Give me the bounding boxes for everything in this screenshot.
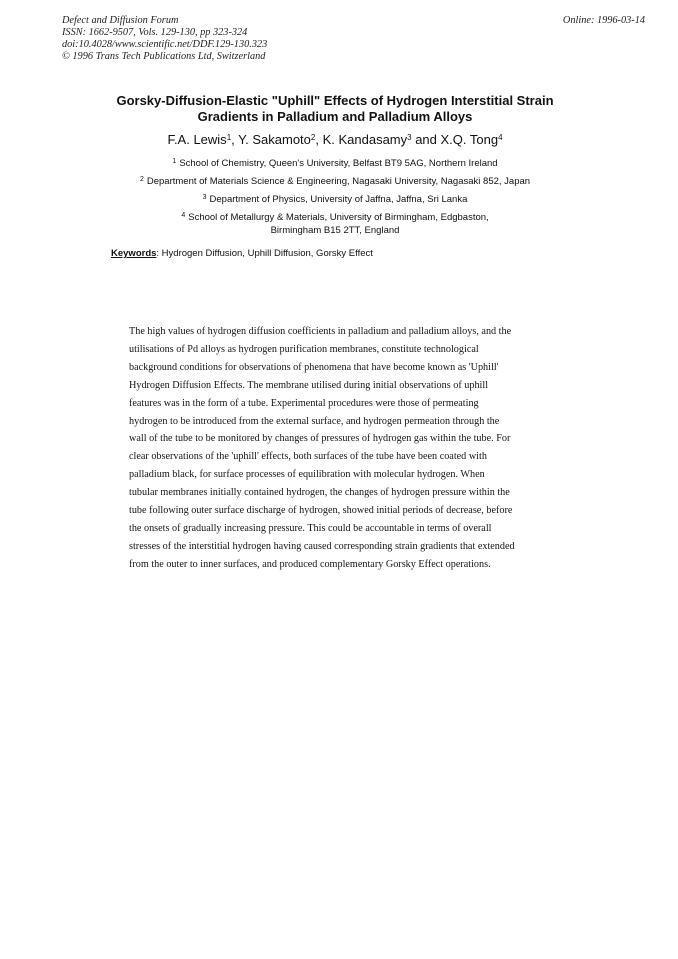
author-name: X.Q. Tong	[440, 132, 499, 147]
author-list	[100, 131, 570, 149]
affiliation-3	[80, 193, 590, 206]
author-separator: ,	[315, 132, 323, 147]
abstract-line: Hydrogen Diffusion Effects. The membrane utilised during initial observations of uphill	[129, 379, 489, 391]
author-name: K. Kandasamy	[322, 132, 408, 147]
author-affil-marker: 1	[226, 133, 232, 142]
affiliation-4-continued: Birmingham B15 2TT, England	[270, 225, 400, 236]
keywords-line	[111, 248, 373, 259]
author-name: F.A. Lewis	[167, 132, 227, 147]
abstract-line: palladium black, for surface processes of equilibration with molecular hydrogen. When	[129, 469, 485, 481]
abstract-line: The high values of hydrogen diffusion coefficients in palladium and palladium alloys, and the	[129, 326, 512, 337]
abstract-line: from the outer to inner surfaces, and produced complementary Gorsky Effect operations.	[129, 558, 491, 570]
author-affil-marker: 2	[310, 133, 316, 142]
author-affil-marker: 4	[498, 133, 503, 142]
affiliation-1	[80, 157, 590, 170]
online-date: Online: 1996-03-14	[562, 15, 645, 26]
keywords-text: : Hydrogen Diffusion, Uphill Diffusion, Gorsky Effect	[156, 248, 373, 259]
doi-line: doi:10.4028/www.scientific.net/DDF.129-130.323	[62, 39, 268, 50]
affiliation-number: 2	[139, 176, 144, 183]
affiliation-text: School of Metallurgy & Materials, University of Birmingham, Edgbaston,	[188, 212, 489, 223]
affiliation-number: 4	[181, 212, 186, 219]
journal-name: Defect and Diffusion Forum	[62, 15, 179, 26]
abstract-line: background conditions for observations of phenomena that have become known as 'Uphill'	[129, 361, 499, 373]
issn-line: ISSN: 1662-9507, Vols. 129-130, pp 323-324	[62, 27, 248, 38]
author-name: Y. Sakamoto	[238, 132, 311, 147]
abstract-line: utilisations of Pd alloys as hydrogen purification membranes, constitute technological	[129, 343, 479, 355]
affiliation-number: 3	[202, 194, 207, 201]
author-separator: ,	[231, 132, 239, 147]
title-line-1: Gorsky-Diffusion-Elastic "Uphill" Effects of Hydrogen Interstitial Strain	[116, 93, 554, 108]
paper-title	[100, 93, 570, 125]
abstract-line: the onsets of gradually increasing pressure. This could be accountable in terms of overall	[129, 522, 492, 534]
abstract-line: stresses of the interstitial hydrogen having caused corresponding strain gradients that extended	[129, 540, 515, 552]
affiliation-number: 1	[172, 158, 177, 165]
abstract-line: tube following outer surface discharge of hydrogen, showed initial periods of decrease, before	[129, 505, 513, 517]
affiliation-text: School of Chemistry, Queen's University, Belfast BT9 5AG, Northern Ireland	[179, 158, 498, 169]
abstract-line: wall of the tube to be monitored by changes of pressures of hydrogen gas within the tube. For	[129, 433, 511, 445]
journal-header	[62, 15, 267, 63]
author-affil-marker: 3	[407, 133, 412, 142]
affiliation-text: Department of Materials Science & Engineering, Nagasaki University, Nagasaki 852, Japan	[146, 176, 531, 187]
title-line-2: Gradients in Palladium and Palladium Alloys	[197, 109, 473, 124]
affiliation-2	[80, 175, 590, 188]
author-separator: and	[411, 132, 441, 147]
abstract-line: tubular membranes initially contained hydrogen, the changes of hydrogen pressure within the	[129, 487, 510, 499]
copyright-line: © 1996 Trans Tech Publications Ltd, Switzerland	[62, 51, 266, 62]
affiliation-4	[80, 211, 590, 224]
affiliation-text: Department of Physics, University of Jaffna, Jaffna, Sri Lanka	[209, 194, 468, 205]
keywords-label: Keywords	[111, 248, 157, 259]
abstract-line: features was in the form of a tube. Experimental procedures were those of permeating	[129, 397, 479, 409]
abstract-line: hydrogen to be introduced from the external surface, and hydrogen permeation through the	[129, 415, 500, 427]
abstract	[129, 323, 549, 574]
abstract-line: clear observations of the 'uphill' effects, both surfaces of the tube have been coated with	[129, 451, 487, 463]
